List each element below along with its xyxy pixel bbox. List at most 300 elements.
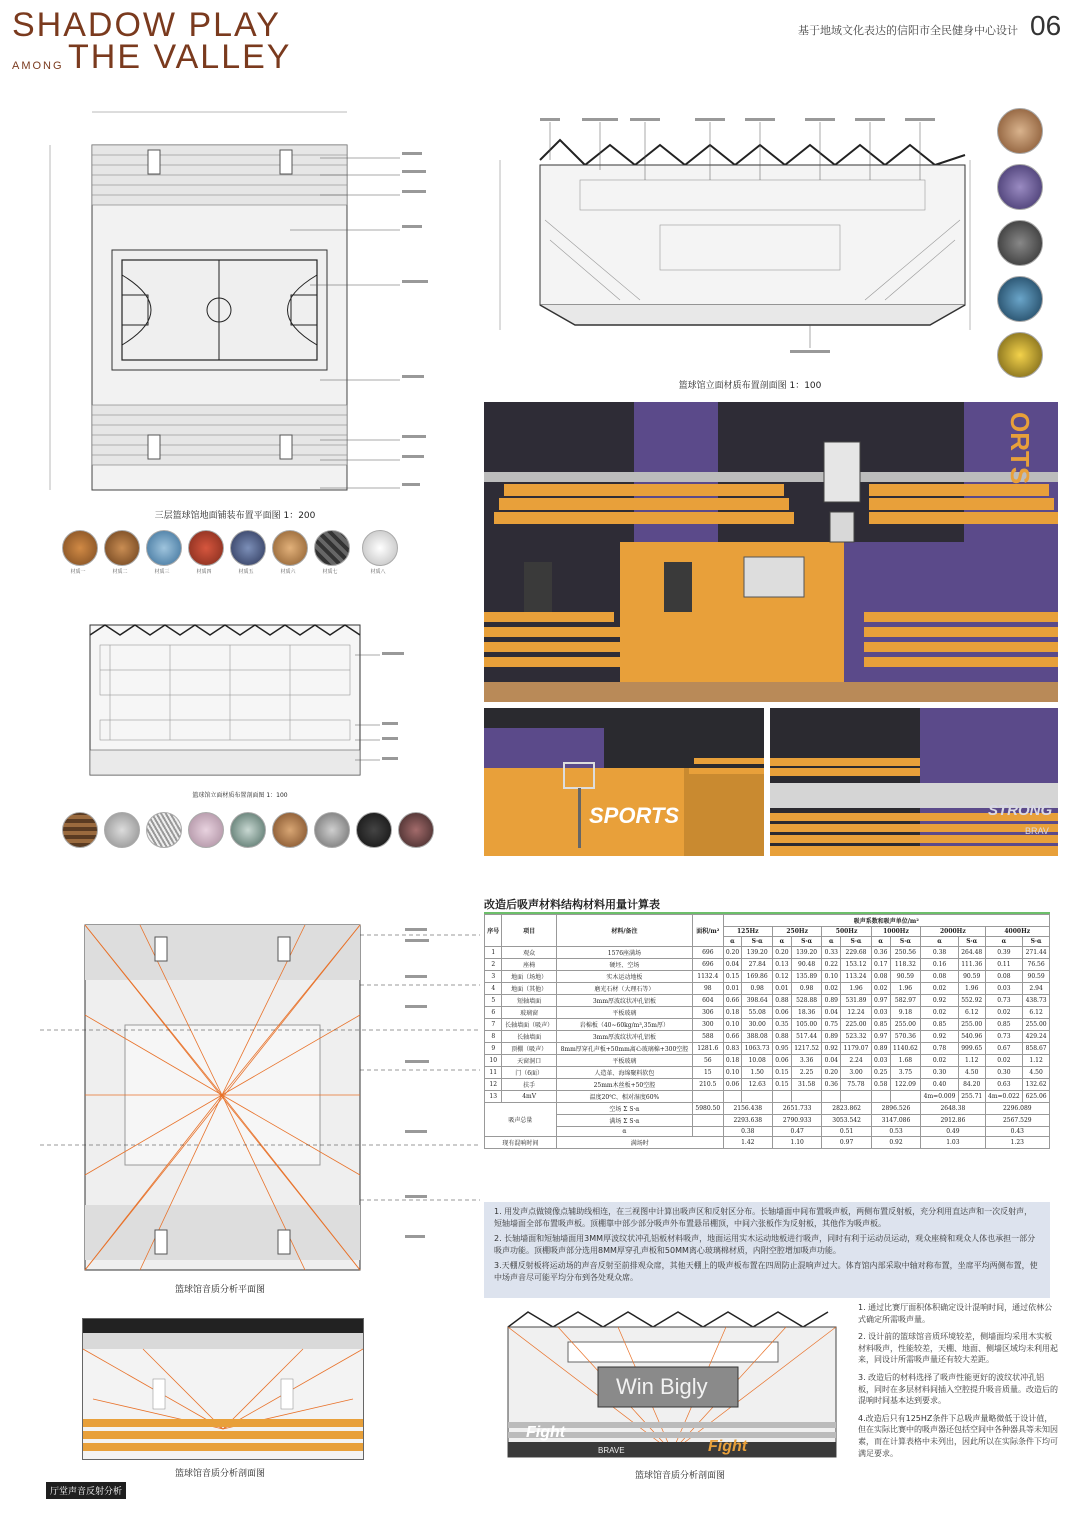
swatch-label: 材质三 (154, 569, 170, 575)
cell-value (791, 1091, 822, 1103)
material-swatches-row2 (62, 812, 422, 862)
cell-value (822, 1091, 841, 1103)
th-freq: 250Hz (772, 927, 821, 937)
plan2-caption: 篮球馆音质分析平面图 (174, 1285, 265, 1295)
cell-value: 118.32 (890, 959, 921, 971)
cell-value: 1179.07 (841, 1043, 872, 1055)
cell-area: 696 (693, 959, 724, 971)
cell-value: 0.06 (723, 1079, 742, 1091)
cell-value: 31.58 (791, 1079, 822, 1091)
cell-value: 0.95 (772, 1043, 791, 1055)
th-item: 项目 (502, 915, 556, 947)
thumb-1 (997, 108, 1043, 154)
cell-value: 9.18 (890, 1007, 921, 1019)
cell-area: 1281.6 (693, 1043, 724, 1055)
cell-value: 3.75 (890, 1067, 921, 1079)
render-right-text2: BRAV (1025, 826, 1049, 836)
cell-no: 4 (485, 983, 502, 995)
table-total-row (485, 1115, 1050, 1127)
cell-value: 255.00 (890, 1019, 921, 1031)
cell-value: 0.02 (985, 1055, 1023, 1067)
cell-value: 6.12 (958, 1007, 985, 1019)
cell-value: 0.73 (985, 995, 1023, 1007)
table-row (485, 1091, 1050, 1103)
cell-area: 604 (693, 995, 724, 1007)
cell-area: 300 (693, 1019, 724, 1031)
cell-rt-sub: 满场时 (556, 1137, 723, 1149)
th-alpha: α (822, 937, 841, 947)
absorption-table-wrap (484, 912, 1050, 1204)
thumb-5 (997, 332, 1043, 378)
thumb-2 (997, 164, 1043, 210)
cell-material: 3mm厚波纹状冲孔铝板 (556, 995, 692, 1007)
cell-value: 132.62 (1023, 1079, 1050, 1091)
cell-value: 429.24 (1023, 1031, 1050, 1043)
cell-value: 6.12 (1023, 1007, 1050, 1019)
table-row (485, 1067, 1050, 1079)
cell-value: 0.10 (723, 1067, 742, 1079)
section-top-caption: 篮球馆立面材质布置剖面图 1：100 (678, 381, 822, 391)
cell-value: 0.20 (723, 947, 742, 959)
cell-value: 255.00 (958, 1019, 985, 1031)
cell-area: 15 (693, 1067, 724, 1079)
cell-value: 0.97 (871, 1031, 890, 1043)
cell-item: 地面（其他） (502, 983, 556, 995)
render-left-text: SPORTS (589, 803, 680, 828)
cell-value: 0.18 (723, 1007, 742, 1019)
cell-material: 3mm厚波纹状冲孔铝板 (556, 1031, 692, 1043)
table-row (485, 983, 1050, 995)
cell-rt-value: 0.97 (822, 1137, 871, 1149)
cell-value: 105.00 (791, 1019, 822, 1031)
cell-no: 9 (485, 1043, 502, 1055)
th-s-alpha: S·α (890, 937, 921, 947)
cell-value: 0.75 (822, 1019, 841, 1031)
cell-item: 短轴墙面 (502, 995, 556, 1007)
hall-reflection-label: 厅堂声音反射分析 (46, 1482, 126, 1499)
cell-value: 0.04 (723, 959, 742, 971)
cell-value: 1.12 (1023, 1055, 1050, 1067)
cell-material: 平板玻璃 (556, 1055, 692, 1067)
th-freq: 1000Hz (871, 927, 920, 937)
cell-value: 84.20 (958, 1079, 985, 1091)
cell-no: 12 (485, 1079, 502, 1091)
cell-value: 0.03 (871, 1007, 890, 1019)
cell-value: 139.20 (742, 947, 773, 959)
cell-value: 0.20 (822, 1067, 841, 1079)
swatch-5 (230, 530, 266, 566)
cell-area (693, 1127, 724, 1137)
cell-material: 8mm厚穿孔声板+50mm离心玻璃棉+300空腔 (556, 1043, 692, 1055)
cell-no: 13 (485, 1091, 502, 1103)
cell-value: 0.02 (871, 983, 890, 995)
cell-total-sub: 满场 Σ S·α (556, 1115, 692, 1127)
table-row (485, 959, 1050, 971)
cell-value: 438.73 (1023, 995, 1050, 1007)
cell-value: 0.38 (921, 947, 959, 959)
cell-area (693, 1115, 724, 1127)
cell-total-label: 吸声总量 (485, 1103, 557, 1137)
cell-no: 2 (485, 959, 502, 971)
cell-value: 0.92 (822, 1043, 841, 1055)
cell-value: 169.86 (742, 971, 773, 983)
cell-value: 1.68 (890, 1055, 921, 1067)
cell-value: 122.09 (890, 1079, 921, 1091)
render-right (770, 708, 1058, 856)
cell-material: 人造革、海绵聚料软包 (556, 1067, 692, 1079)
th-alpha: α (921, 937, 959, 947)
cell-value: 0.17 (871, 959, 890, 971)
cell-value: 225.00 (841, 1019, 872, 1031)
table-title: 改造后吸声材料结构材料用量计算表 (484, 898, 660, 911)
note-lower-2: 2. 设计前的篮球馆音质环境较差，侧墙面均采用木实板材料吸声，性能较差，天棚、地面、侧墙区域均未利用起来，同设计所需吸声量还有较大差距。 (858, 1332, 1058, 1365)
cell-value: 250.56 (890, 947, 921, 959)
cell-total-sub: α (556, 1127, 692, 1137)
cell-value: 858.67 (1023, 1043, 1050, 1055)
cell-value: 0.10 (822, 971, 841, 983)
cell-total-value: 0.43 (985, 1127, 1049, 1137)
acoustic-section-left (82, 1318, 364, 1460)
swatch-4 (188, 812, 224, 848)
title-line1: SHADOW PLAY (12, 6, 281, 44)
cell-value: 27.84 (742, 959, 773, 971)
cell-rt-value: 1.03 (921, 1137, 985, 1149)
swatch-3 (146, 812, 182, 848)
page-number: 06 (1030, 10, 1062, 41)
cell-value: 0.02 (921, 983, 959, 995)
cell-total-value: 2912.86 (921, 1115, 985, 1127)
cell-value: 1217.52 (791, 1043, 822, 1055)
cell-value: 0.58 (871, 1079, 890, 1091)
cell-value: 0.35 (772, 1019, 791, 1031)
cell-value: 0.02 (921, 1055, 959, 1067)
cell-no: 7 (485, 1019, 502, 1031)
cell-value: 552.92 (958, 995, 985, 1007)
cell-value: 1.12 (958, 1055, 985, 1067)
swatch-label: 材质六 (280, 569, 296, 575)
cell-item: 天窗洞口 (502, 1055, 556, 1067)
cell-value: 0.33 (822, 947, 841, 959)
cell-value: 0.36 (822, 1079, 841, 1091)
table-rt-row (485, 1137, 1050, 1149)
cell-value: 0.66 (723, 1031, 742, 1043)
section-bm-caption: 篮球馆音质分析剖面图 (634, 1471, 725, 1481)
cell-value: 90.59 (958, 971, 985, 983)
th-freq: 4000Hz (985, 927, 1049, 937)
cell-value: 0.98 (742, 983, 773, 995)
swatch-7 (314, 530, 350, 566)
swatch-2 (104, 530, 140, 566)
cell-value: 4.50 (958, 1067, 985, 1079)
th-s-alpha: S·α (841, 937, 872, 947)
cell-value (772, 1091, 791, 1103)
cell-value: 0.02 (985, 1007, 1023, 1019)
cell-value: 0.83 (723, 1043, 742, 1055)
cell-value: 90.59 (890, 971, 921, 983)
cell-value: 0.08 (921, 971, 959, 983)
cell-total-value: 2823.862 (822, 1103, 871, 1115)
th-freq: 2000Hz (921, 927, 985, 937)
th-alpha: α (723, 937, 742, 947)
cell-value: 1063.73 (742, 1043, 773, 1055)
cell-no: 8 (485, 1031, 502, 1043)
table-row (485, 1055, 1050, 1067)
th-freq: 500Hz (822, 927, 871, 937)
cell-value: 0.01 (723, 983, 742, 995)
cell-value: 0.40 (921, 1079, 959, 1091)
swatch-label: 材质七 (322, 569, 338, 575)
cell-value: 0.04 (822, 1055, 841, 1067)
cell-value: 2.94 (1023, 983, 1050, 995)
swatch-1 (62, 530, 98, 566)
cell-total-value: 0.51 (822, 1127, 871, 1137)
cell-value: 12.63 (742, 1079, 773, 1091)
cell-rt-value: 1.42 (723, 1137, 772, 1149)
cell-value: 4m=0.022 (985, 1091, 1023, 1103)
note-lower-4: 4.改造后只有125HZ条件下总吸声量略微低于设计值，但在实际比赛中的吸声器还包括空间中各种器具等未知因素，而在计算表格中未列出，因此所以在实际条件下均可满足要求。 (858, 1413, 1058, 1458)
cell-value: 255.71 (958, 1091, 985, 1103)
cell-value: 570.36 (890, 1031, 921, 1043)
table-row (485, 971, 1050, 983)
cell-value: 0.08 (871, 971, 890, 983)
side-material-thumbnails (993, 108, 1053, 393)
swatch-8 (362, 530, 398, 566)
cell-value: 0.36 (871, 947, 890, 959)
swatch-1 (62, 812, 98, 848)
acoustic-analysis-plan (40, 895, 480, 1280)
cell-total-value: 0.53 (871, 1127, 920, 1137)
th-s-alpha: S·α (791, 937, 822, 947)
note-lower-3: 3. 改造后的材料选择了吸声性能更好的波纹状冲孔铝板，同时在多层材料间插入空腔提升吸音质量。改造后的混响时间基本达到要求。 (858, 1372, 1058, 1406)
th-s-alpha: S·α (958, 937, 985, 947)
cell-value: 0.02 (822, 983, 841, 995)
cell-value: 0.89 (822, 1031, 841, 1043)
cell-value: 153.12 (841, 959, 872, 971)
cell-item: 玻璃窗 (502, 1007, 556, 1019)
section-mid-caption: 篮球馆立面材质布置剖面图 1：100 (192, 792, 288, 799)
cell-item: 长轴墙面 (502, 1031, 556, 1043)
cell-no: 10 (485, 1055, 502, 1067)
cell-value: 0.10 (723, 1019, 742, 1031)
swatch-7 (314, 812, 350, 848)
notes-upper (484, 1202, 1050, 1298)
cell-value: 12.24 (841, 1007, 872, 1019)
thumb-4 (997, 276, 1043, 322)
cell-value (841, 1091, 872, 1103)
cell-value: 531.89 (841, 995, 872, 1007)
cell-total-value: 2567.529 (985, 1115, 1049, 1127)
swatch-label: 材质一 (70, 569, 86, 575)
cell-value: 0.98 (791, 983, 822, 995)
swatch-6 (272, 812, 308, 848)
cell-item: 门（6面） (502, 1067, 556, 1079)
cell-material: 平板玻璃 (556, 1007, 692, 1019)
cell-value: 528.88 (791, 995, 822, 1007)
cell-item: 观众 (502, 947, 556, 959)
cell-value: 113.24 (841, 971, 872, 983)
cell-rt-value: 0.92 (871, 1137, 920, 1149)
cell-value: 0.30 (921, 1067, 959, 1079)
cell-value (723, 1091, 742, 1103)
cell-value: 0.30 (985, 1067, 1023, 1079)
cell-area: 588 (693, 1031, 724, 1043)
cell-value: 0.12 (772, 971, 791, 983)
cell-value: 0.39 (985, 947, 1023, 959)
th-no: 序号 (485, 915, 502, 947)
cell-value: 0.66 (723, 995, 742, 1007)
cell-value: 0.92 (921, 995, 959, 1007)
swatch-2 (104, 812, 140, 848)
cell-value: 0.78 (921, 1043, 959, 1055)
table-row (485, 1031, 1050, 1043)
cell-value: 90.59 (1023, 971, 1050, 983)
note-lower-1: 1. 通过比赛厅面积体积确定设计混响时间，通过依林公式确定所需吸声量。 (858, 1303, 1053, 1324)
cell-value: 523.32 (841, 1031, 872, 1043)
absorption-table (484, 914, 1050, 1149)
cell-value: 1.50 (742, 1067, 773, 1079)
cell-value: 999.65 (958, 1043, 985, 1055)
swatch-label: 材质四 (196, 569, 212, 575)
cell-no: 6 (485, 1007, 502, 1019)
render-main (484, 402, 1058, 702)
cell-area: 210.5 (693, 1079, 724, 1091)
cell-no: 11 (485, 1067, 502, 1079)
cell-value: 0.03 (871, 1055, 890, 1067)
elevation-section-top (490, 100, 980, 370)
cell-value: 0.04 (822, 1007, 841, 1019)
floor-paving-plan (40, 100, 460, 500)
note-upper-2: 2. 长轴墙面和短轴墙面用3MM厚波纹状冲孔铝板材料吸声，地面运用实木运动地板进行吸声，同时有利于运动员运动，观众座椅和观众人体也承担一部分吸声功能。顶棚吸声部分选用8MM厚穿孔声板和50MM离心玻璃棉材质，内附空腔增加吸声功能。 (494, 1234, 1036, 1255)
slogan-fight-right: Fight (708, 1438, 748, 1455)
th-area: 面积/m² (693, 915, 724, 947)
cell-value: 18.36 (791, 1007, 822, 1019)
slogan-fight-left: Fight (526, 1424, 566, 1441)
swatch-label: 材质八 (370, 569, 386, 575)
cell-value: 0.97 (871, 995, 890, 1007)
swatch-label: 材质五 (238, 569, 254, 575)
render-main-text: ORTS (1005, 412, 1035, 485)
swatch-8 (356, 812, 392, 848)
th-material: 材料/备注 (556, 915, 692, 947)
table-row (485, 1007, 1050, 1019)
cell-value: 1.96 (841, 983, 872, 995)
cell-value: 76.56 (1023, 959, 1050, 971)
cell-value: 264.48 (958, 947, 985, 959)
cell-value: 0.73 (985, 1031, 1023, 1043)
cell-value: 3.00 (841, 1067, 872, 1079)
cell-total-value: 0.49 (921, 1127, 985, 1137)
cell-area: 1132.4 (693, 971, 724, 983)
cell-value: 0.06 (772, 1055, 791, 1067)
cell-value: 388.08 (742, 1031, 773, 1043)
cell-value: 135.89 (791, 971, 822, 983)
cell-total-value: 2896.526 (871, 1103, 920, 1115)
cell-value: 0.03 (985, 983, 1023, 995)
swatch-5 (230, 812, 266, 848)
cell-no: 5 (485, 995, 502, 1007)
cell-value: 2.25 (791, 1067, 822, 1079)
cell-value: 0.11 (985, 959, 1023, 971)
cell-value: 1.96 (958, 983, 985, 995)
cell-value: 0.15 (723, 971, 742, 983)
cell-total-value: 2651.733 (772, 1103, 821, 1115)
cell-area: 5980.50 (693, 1103, 724, 1115)
cell-material: 1576座满场 (556, 947, 692, 959)
note-upper-3: 3.天棚反射板将运动场的声音反射至前排观众席，其他天棚上的吸声板布置在四周防止混响声过大。体育馆内部采取中轴对称布置，坐席平均两侧布置，使中场声音尽可能平均分布到各处观众席。 (494, 1261, 1038, 1282)
cell-total-value: 2790.933 (772, 1115, 821, 1127)
table-row (485, 947, 1050, 959)
cell-item: 顶棚（吸声） (502, 1043, 556, 1055)
table-row (485, 995, 1050, 1007)
cell-item: 长轴墙面（吸声） (502, 1019, 556, 1031)
cell-no: 1 (485, 947, 502, 959)
cell-value: 0.18 (723, 1055, 742, 1067)
section-bl-caption: 篮球馆音质分析剖面图 (174, 1469, 265, 1479)
cell-value: 271.44 (1023, 947, 1050, 959)
th-s-alpha: S·α (742, 937, 773, 947)
cell-value: 111.36 (958, 959, 985, 971)
cell-item: 4mV (502, 1091, 556, 1103)
cell-total-sub: 空场 Σ S·α (556, 1103, 692, 1115)
th-alpha: α (985, 937, 1023, 947)
cell-value: 1.96 (890, 983, 921, 995)
cell-material: 硬坯、空场 (556, 959, 692, 971)
cell-value: 10.08 (742, 1055, 773, 1067)
cell-value: 582.97 (890, 995, 921, 1007)
cell-area: 98 (693, 983, 724, 995)
cell-value: 0.88 (772, 995, 791, 1007)
cell-total-value: 0.38 (723, 1127, 772, 1137)
cell-value: 0.20 (772, 947, 791, 959)
cell-value (890, 1091, 921, 1103)
cell-value: 0.15 (772, 1079, 791, 1091)
cell-rt-value: 1.23 (985, 1137, 1049, 1149)
th-freq: 125Hz (723, 927, 772, 937)
cell-value: 4.50 (1023, 1067, 1050, 1079)
cell-value: 0.06 (772, 1007, 791, 1019)
render-left (484, 708, 764, 856)
cell-value: 0.85 (921, 1019, 959, 1031)
th-alpha: α (772, 937, 791, 947)
cell-value: 625.06 (1023, 1091, 1050, 1103)
cell-total-value: 3147.086 (871, 1115, 920, 1127)
cell-value: 540.96 (958, 1031, 985, 1043)
swatch-row1-labels (58, 568, 418, 578)
cell-value: 1140.62 (890, 1043, 921, 1055)
cell-total-value: 2156.438 (723, 1103, 772, 1115)
notes-lower (858, 1302, 1058, 1502)
th-coef: 吸声系数和吸声单位/m² (723, 915, 1049, 927)
cell-total-value: 0.47 (772, 1127, 821, 1137)
slogan-brave: BRAVE (598, 1446, 625, 1455)
cell-value: 0.01 (772, 983, 791, 995)
cell-value: 4m=0.009 (921, 1091, 959, 1103)
cell-value: 3.36 (791, 1055, 822, 1067)
swatch-6 (272, 530, 308, 566)
cell-item: 地面（场地） (502, 971, 556, 983)
cell-material: 25mm木丝板+50空腔 (556, 1079, 692, 1091)
cell-value: 0.88 (772, 1031, 791, 1043)
elevation-section-mid (60, 600, 440, 785)
cell-material: 温度20℃、相对湿度60% (556, 1091, 692, 1103)
cell-value: 90.48 (791, 959, 822, 971)
cell-value: 0.02 (921, 1007, 959, 1019)
cell-material: 实木运动地板 (556, 971, 692, 983)
title-among: AMONG (12, 60, 64, 72)
render-right-text1: STRONG (988, 802, 1053, 819)
cell-value: 0.89 (822, 995, 841, 1007)
cell-item: 座椅 (502, 959, 556, 971)
